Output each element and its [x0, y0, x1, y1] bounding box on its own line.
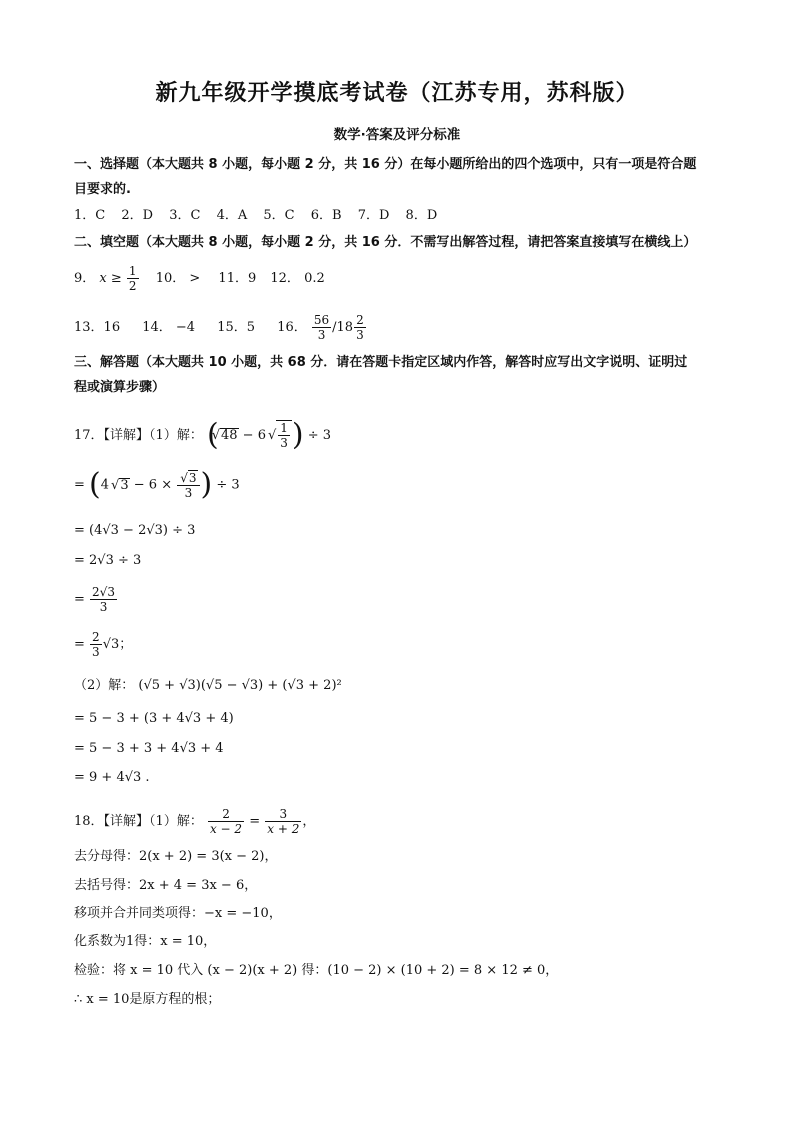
two-thirds: [90, 630, 102, 659]
equals-sign: =: [74, 592, 85, 607]
q12-answer: 12． 0.2: [270, 271, 325, 286]
q18-label: 18．【详解】（1）解：: [74, 814, 203, 829]
fraction-numerator: 2: [208, 807, 244, 822]
fraction-left: [208, 807, 244, 836]
fraction-denominator: 2: [128, 279, 137, 293]
fraction-numerator: 2: [356, 313, 364, 327]
section1-answers: [74, 207, 449, 225]
minus-six: − 6: [242, 428, 266, 443]
q18-step5: 检验：将 x = 10 代入 (x − 2)(x + 2) 得：(10 − 2) × (10 + 2) = 8 × 12 ≠ 0，: [74, 963, 559, 978]
fraction-denominator: x + 2: [267, 822, 300, 836]
answer-item: 2．D: [121, 208, 154, 223]
equals-sign: =: [249, 814, 261, 829]
answer-item: 7．D: [357, 208, 390, 223]
answer-item: 3．C: [169, 208, 201, 223]
fraction-denominator: 3: [356, 328, 364, 342]
part2-label: （2）解：: [74, 678, 135, 693]
fraction-numerator: √ 1: [280, 421, 288, 435]
q14-answer: 14． −4: [142, 320, 196, 335]
q17-step2: = (4√3 − 2√3) ÷ 3: [74, 523, 196, 538]
sqrt3-over-3: [177, 470, 199, 500]
fraction-numerator: [177, 470, 199, 486]
fraction-numerator: 2√3: [92, 585, 115, 599]
q18-step4: 化系数为1得：x = 10，: [74, 934, 217, 949]
q18-step3: 移项并合并同类项得：−x = −10，: [74, 906, 282, 921]
right-paren: ): [291, 417, 304, 453]
fraction-denominator: x − 2: [209, 822, 243, 836]
q16-fraction: [312, 313, 331, 342]
q10-answer: 10． >: [155, 271, 201, 286]
q16-mid: /18: [332, 320, 354, 335]
q16-label: 16．: [277, 320, 307, 335]
answers-13-16: [74, 313, 367, 342]
answer-item: 1．C: [74, 208, 106, 223]
q17-step3: = 2√3 ÷ 3: [74, 553, 142, 568]
fraction-denominator: 3: [317, 328, 326, 342]
fraction-numerator: 56: [313, 313, 330, 327]
equals-sign: =: [74, 477, 85, 493]
q17-part1-problem: [74, 417, 332, 453]
q17-step1: [74, 467, 240, 502]
q18-step2: 去括号得：2x + 4 = 3x − 6，: [74, 878, 258, 893]
right-paren: ): [200, 467, 213, 502]
page-subtitle: 数学·答案及评分标准: [333, 127, 461, 143]
fraction-numerator: 3: [265, 807, 301, 822]
section1-header-line2: 目要求的.: [74, 182, 131, 197]
comma: ，: [302, 814, 316, 829]
q11-answer: 11．9: [218, 271, 257, 286]
answers-9-12: [74, 264, 325, 293]
coef-four: 4: [100, 477, 110, 493]
left-paren: (: [89, 467, 101, 502]
q17-label: 17．【详解】（1）解：: [74, 428, 203, 443]
q9-lhs: x ≥: [99, 271, 122, 286]
q16-mixed-fraction: [354, 313, 366, 342]
fraction-denominator: 3: [92, 645, 100, 659]
q18-problem: [74, 806, 315, 838]
q15-answer: 15．5: [217, 320, 256, 335]
section2-header: 二、填空题（本大题共 8 小题，每小题 2 分，共 16 分．不需写出解答过程，请把答案直接填写在横线上）: [74, 235, 697, 250]
answer-item: 5．C: [263, 208, 295, 223]
q17-part2-problem: [74, 677, 342, 695]
answer-item: 4．A: [216, 208, 248, 223]
q17-part2-step3: = 9 + 4√3 .: [74, 770, 150, 785]
answer-item: 8．D: [405, 208, 438, 223]
section3-header-line2: 程或演算步骤）: [74, 380, 166, 395]
sqrt-three: √ 3: [119, 478, 130, 493]
fraction-denominator: 3: [280, 436, 288, 450]
left-paren: (: [206, 417, 219, 453]
q13-answer: 13．16: [74, 320, 121, 335]
divide-three: ÷ 3: [216, 477, 240, 493]
answer-item: 6．B: [310, 208, 342, 223]
divide-three: ÷ 3: [307, 428, 332, 443]
q18-step6: ∴ x = 10是原方程的根；: [74, 992, 221, 1007]
fraction-denominator: 3: [184, 486, 193, 500]
fraction-right: [265, 807, 301, 836]
fraction-numerator: 1: [128, 264, 137, 278]
q17-step5: [74, 630, 132, 660]
sqrt-inner-fraction: [278, 421, 290, 450]
page-title: 新九年级开学摸底考试卷（江苏专用，苏科版）: [155, 81, 639, 106]
sqrt-fraction: [276, 420, 292, 450]
q17-part2-step2: = 5 − 3 + 3 + 4√3 + 4: [74, 741, 224, 756]
minus-six-times: − 6 ×: [133, 477, 173, 493]
fraction-numerator: 2: [92, 630, 100, 644]
sqrt3-tail: √3；: [102, 637, 133, 652]
part2-expression: (√5 + √3)(√5 − √3) + (√3 + 2)²: [138, 678, 342, 693]
sqrt-three: √ 3: [188, 470, 197, 485]
q17-part2-step1: = 5 − 3 + (3 + 4√3 + 4): [74, 711, 234, 726]
section3-header-line1: 三、解答题（本大题共 10 小题，共 68 分．请在答题卡指定区域内作答，解答时应写出文字说明、证明过: [74, 355, 688, 370]
two-sqrt3-over-3: [90, 585, 117, 614]
q17-step4: [74, 585, 118, 615]
sqrt-48: √ 48: [220, 428, 239, 443]
section1-header-line1: 一、选择题（本大题共 8 小题，每小题 2 分，共 16 分）在每小题所给出的四个选项中，只有一项是符合题: [74, 157, 697, 172]
q18-step1: 去分母得：2(x + 2) = 3(x − 2)，: [74, 849, 278, 864]
q9-label: 9．: [74, 271, 96, 286]
equals-sign: =: [74, 637, 85, 652]
q9-fraction: [127, 264, 139, 293]
fraction-denominator: 3: [99, 600, 108, 614]
